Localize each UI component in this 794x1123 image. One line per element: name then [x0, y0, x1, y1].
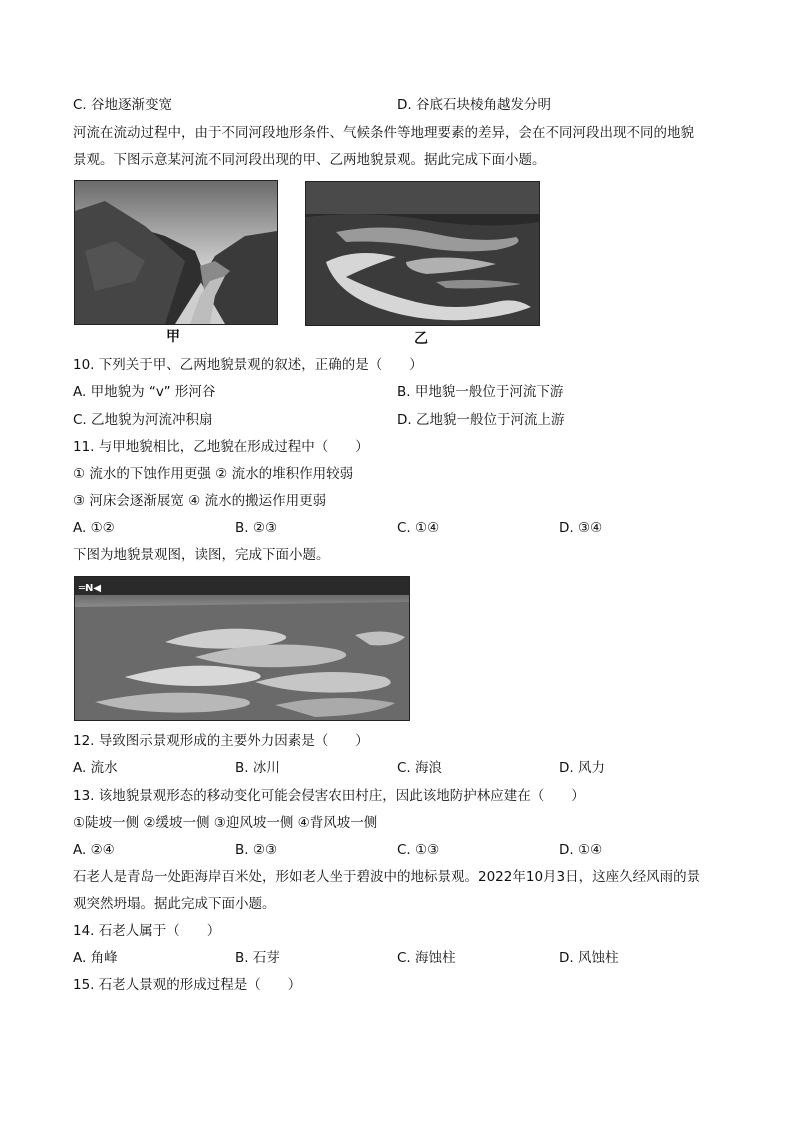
- q14-option-b: B. 石芽: [235, 950, 280, 966]
- q12-options: [73, 758, 733, 778]
- q13-options: [73, 840, 733, 860]
- q9-options: [73, 95, 733, 115]
- north-arrow-icon: ═: [79, 583, 86, 594]
- q12-option-b: B. 冰川: [235, 760, 280, 776]
- meander-photo-yi: [305, 181, 540, 326]
- q11-statements-2: ③ 河床会逐渐展宽 ④ 流水的搬运作用更弱: [73, 493, 327, 509]
- q12-option-c: C. 海浪: [397, 760, 443, 776]
- q10-option-a: A. 甲地貌为 “v” 形河谷: [73, 384, 216, 400]
- rock-intro-line1: 石老人是青岛一处距海岸百米处，形如老人坐于碧波中的地标景观。2022年10月3日，这座久经风雨的景: [73, 869, 701, 885]
- q15-stem: 15. 石老人景观的形成过程是（ ）: [73, 977, 302, 993]
- q10-options-cd: [73, 410, 733, 430]
- river-intro-line1: 河流在流动过程中，由于不同河段地形条件、气候条件等地理要素的差异，会在不同河段出现不同的地貌: [73, 125, 694, 141]
- figure-label-jia: 甲: [166, 329, 180, 345]
- dunes-photo: [74, 576, 410, 721]
- q13-option-d: D. ①④: [559, 842, 603, 858]
- q14-options: [73, 948, 733, 968]
- q10-options-ab: [73, 382, 733, 402]
- river-intro-line2: 景观。下图示意某河流不同河段出现的甲、乙两地貌景观。据此完成下面小题。: [73, 152, 546, 168]
- q14-option-d: D. 风蚀柱: [559, 950, 619, 966]
- q11-options: [73, 518, 733, 538]
- q12-option-a: A. 流水: [73, 760, 118, 776]
- q11-option-b: B. ②③: [235, 520, 278, 536]
- q14-option-c: C. 海蚀柱: [397, 950, 456, 966]
- q13-option-b: B. ②③: [235, 842, 278, 858]
- north-arrow-label: ═N◀: [79, 583, 102, 594]
- q12-option-d: D. 风力: [559, 760, 605, 776]
- canyon-photo-jia: [74, 180, 278, 325]
- q11-option-a: A. ①②: [73, 520, 115, 536]
- q13-option-c: C. ①③: [397, 842, 440, 858]
- q10-option-b: B. 甲地貌一般位于河流下游: [397, 384, 564, 400]
- q12-stem: 12. 导致图示景观形成的主要外力因素是（ ）: [73, 733, 369, 749]
- q13-option-a: A. ②④: [73, 842, 115, 858]
- q11-option-d: D. ③④: [559, 520, 603, 536]
- q10-option-d: D. 乙地貌一般位于河流上游: [397, 412, 565, 428]
- dunes-intro: 下图为地貌景观图，读图，完成下面小题。: [73, 547, 330, 563]
- q11-stem: 11. 与甲地貌相比，乙地貌在形成过程中（ ）: [73, 439, 369, 455]
- figure-label-yi: 乙: [414, 331, 428, 347]
- q11-statements-1: ① 流水的下蚀作用更强 ② 流水的堆积作用较弱: [73, 466, 354, 482]
- q9-option-d: D. 谷底石块棱角越发分明: [397, 97, 551, 113]
- q10-stem: 10. 下列关于甲、乙两地貌景观的叙述，正确的是（ ）: [73, 357, 423, 373]
- q13-stem: 13. 该地貌景观形态的移动变化可能会侵害农田村庄，因此该地防护林应建在（ ）: [73, 788, 585, 804]
- q14-stem: 14. 石老人属于（ ）: [73, 923, 221, 939]
- q13-statements: ①陡坡一侧 ②缓坡一侧 ③迎风坡一侧 ④背风坡一侧: [73, 815, 378, 831]
- q14-option-a: A. 角峰: [73, 950, 118, 966]
- q10-option-c: C. 乙地貌为河流冲积扇: [73, 412, 213, 428]
- q9-option-c: C. 谷地逐渐变宽: [73, 97, 173, 113]
- rock-intro-line2: 观突然坍塌。据此完成下面小题。: [73, 896, 276, 912]
- q11-option-c: C. ①④: [397, 520, 440, 536]
